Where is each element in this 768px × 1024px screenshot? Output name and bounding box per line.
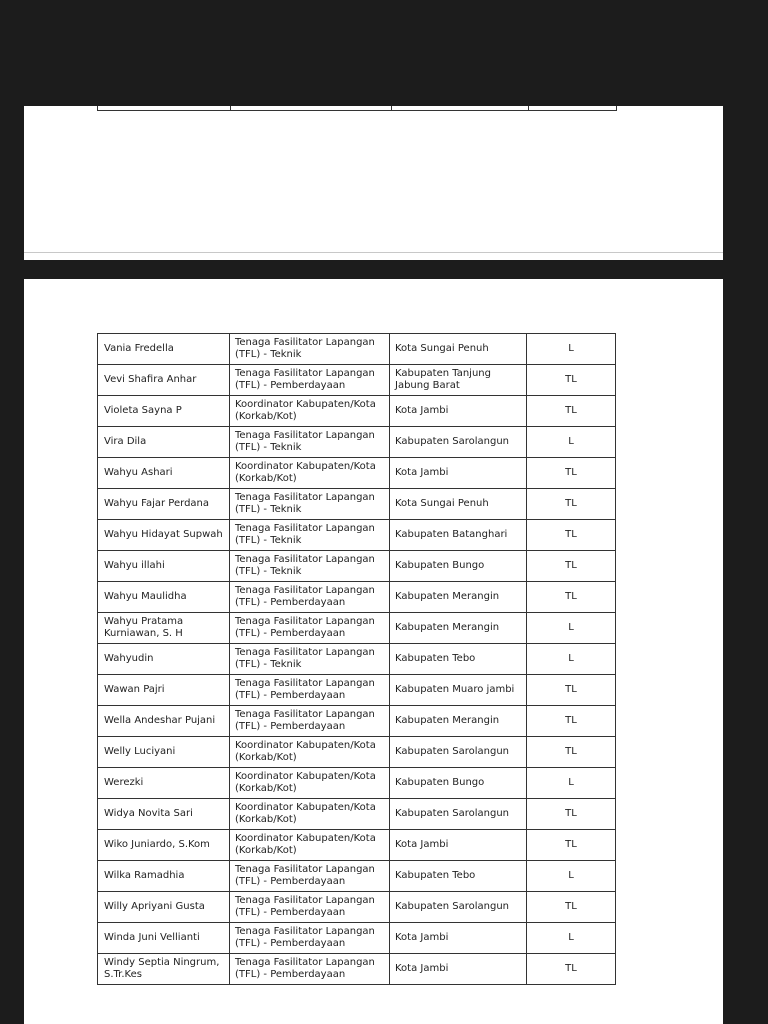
participant-name-cell: Wawan Pajri: [98, 675, 230, 706]
previous-page-fragment: [24, 106, 723, 260]
position-cell: Tenaga Fasilitator Lapangan (TFL) - Pemberdayaan: [230, 582, 390, 613]
status-cell: TL: [527, 892, 616, 923]
participant-name-cell: Widya Novita Sari: [98, 799, 230, 830]
location-cell: Kota Jambi: [390, 923, 527, 954]
position-cell: Tenaga Fasilitator Lapangan (TFL) - Pemberdayaan: [230, 675, 390, 706]
table-row: [98, 706, 616, 737]
position-cell: Koordinator Kabupaten/Kota (Korkab/Kot): [230, 458, 390, 489]
participant-name-cell: Wilka Ramadhia: [98, 861, 230, 892]
status-cell: L: [527, 334, 616, 365]
table-row: [98, 644, 616, 675]
location-cell: Kabupaten Sarolangun: [390, 737, 527, 768]
previous-table-edge: [97, 106, 617, 111]
location-cell: Kabupaten Sarolangun: [390, 892, 527, 923]
status-cell: TL: [527, 706, 616, 737]
location-cell: Kota Jambi: [390, 458, 527, 489]
location-cell: Kota Sungai Penuh: [390, 334, 527, 365]
status-cell: L: [527, 613, 616, 644]
status-cell: TL: [527, 520, 616, 551]
location-cell: Kabupaten Merangin: [390, 613, 527, 644]
location-cell: Kota Jambi: [390, 396, 527, 427]
status-cell: L: [527, 644, 616, 675]
participant-name-cell: Wella Andeshar Pujani: [98, 706, 230, 737]
participant-name-cell: Winda Juni Vellianti: [98, 923, 230, 954]
position-cell: Tenaga Fasilitator Lapangan (TFL) - Pemberdayaan: [230, 365, 390, 396]
status-cell: L: [527, 768, 616, 799]
position-cell: Tenaga Fasilitator Lapangan (TFL) - Pemberdayaan: [230, 954, 390, 985]
table-row: [98, 892, 616, 923]
location-cell: Kota Jambi: [390, 954, 527, 985]
status-cell: TL: [527, 551, 616, 582]
status-cell: L: [527, 427, 616, 458]
status-cell: L: [527, 861, 616, 892]
table-row: [98, 675, 616, 706]
location-cell: Kabupaten Batanghari: [390, 520, 527, 551]
table-row: [98, 737, 616, 768]
table-row: [98, 613, 616, 644]
position-cell: Koordinator Kabupaten/Kota (Korkab/Kot): [230, 737, 390, 768]
table-row: [98, 768, 616, 799]
participant-name-cell: Violeta Sayna P: [98, 396, 230, 427]
page-edge-line: [24, 252, 723, 253]
table-row: [98, 923, 616, 954]
participant-name-cell: Wiko Juniardo, S.Kom: [98, 830, 230, 861]
status-cell: TL: [527, 458, 616, 489]
table-row: [98, 427, 616, 458]
table-row: [98, 458, 616, 489]
position-cell: Tenaga Fasilitator Lapangan (TFL) - Teknik: [230, 334, 390, 365]
table-row: [98, 582, 616, 613]
status-cell: TL: [527, 954, 616, 985]
table-row: [98, 954, 616, 985]
location-cell: Kabupaten Sarolangun: [390, 799, 527, 830]
position-cell: Tenaga Fasilitator Lapangan (TFL) - Pemberdayaan: [230, 613, 390, 644]
position-cell: Tenaga Fasilitator Lapangan (TFL) - Pemberdayaan: [230, 706, 390, 737]
position-cell: Tenaga Fasilitator Lapangan (TFL) - Pemberdayaan: [230, 861, 390, 892]
participant-name-cell: Willy Apriyani Gusta: [98, 892, 230, 923]
position-cell: Tenaga Fasilitator Lapangan (TFL) - Teknik: [230, 644, 390, 675]
status-cell: TL: [527, 799, 616, 830]
status-cell: TL: [527, 365, 616, 396]
location-cell: Kabupaten Tebo: [390, 644, 527, 675]
table-row: [98, 830, 616, 861]
participant-name-cell: Welly Luciyani: [98, 737, 230, 768]
participant-name-cell: Wahyu illahi: [98, 551, 230, 582]
position-cell: Koordinator Kabupaten/Kota (Korkab/Kot): [230, 799, 390, 830]
status-cell: TL: [527, 675, 616, 706]
participant-name-cell: Vira Dila: [98, 427, 230, 458]
location-cell: Kabupaten Bungo: [390, 768, 527, 799]
table-row: [98, 799, 616, 830]
participant-name-cell: Vania Fredella: [98, 334, 230, 365]
participant-name-cell: Wahyu Maulidha: [98, 582, 230, 613]
location-cell: Kabupaten Bungo: [390, 551, 527, 582]
status-cell: TL: [527, 489, 616, 520]
table-row: [98, 365, 616, 396]
status-cell: TL: [527, 582, 616, 613]
participant-name-cell: Wahyu Hidayat Supwah: [98, 520, 230, 551]
participant-name-cell: Vevi Shafira Anhar: [98, 365, 230, 396]
location-cell: Kabupaten Tanjung Jabung Barat: [390, 365, 527, 396]
participant-name-cell: Wahyu Pratama Kurniawan, S. H: [98, 613, 230, 644]
position-cell: Tenaga Fasilitator Lapangan (TFL) - Teknik: [230, 551, 390, 582]
status-cell: TL: [527, 396, 616, 427]
location-cell: Kabupaten Muaro jambi: [390, 675, 527, 706]
location-cell: Kabupaten Merangin: [390, 582, 527, 613]
participant-name-cell: Wahyu Ashari: [98, 458, 230, 489]
position-cell: Tenaga Fasilitator Lapangan (TFL) - Teknik: [230, 427, 390, 458]
position-cell: Koordinator Kabupaten/Kota (Korkab/Kot): [230, 396, 390, 427]
position-cell: Tenaga Fasilitator Lapangan (TFL) - Teknik: [230, 489, 390, 520]
location-cell: Kabupaten Tebo: [390, 861, 527, 892]
position-cell: Tenaga Fasilitator Lapangan (TFL) - Pemberdayaan: [230, 892, 390, 923]
position-cell: Koordinator Kabupaten/Kota (Korkab/Kot): [230, 768, 390, 799]
table-row: [98, 551, 616, 582]
status-cell: TL: [527, 737, 616, 768]
table-row: [98, 861, 616, 892]
location-cell: Kota Sungai Penuh: [390, 489, 527, 520]
participant-name-cell: Wahyu Fajar Perdana: [98, 489, 230, 520]
location-cell: Kabupaten Merangin: [390, 706, 527, 737]
participant-table: [97, 333, 616, 985]
table-row: [98, 334, 616, 365]
participant-name-cell: Wahyudin: [98, 644, 230, 675]
location-cell: Kabupaten Sarolangun: [390, 427, 527, 458]
status-cell: L: [527, 923, 616, 954]
status-cell: TL: [527, 830, 616, 861]
location-cell: Kota Jambi: [390, 830, 527, 861]
document-page: [24, 279, 723, 1024]
table-row: [98, 489, 616, 520]
table-row: [98, 396, 616, 427]
participant-name-cell: Werezki: [98, 768, 230, 799]
table-row: [98, 520, 616, 551]
position-cell: Tenaga Fasilitator Lapangan (TFL) - Pemberdayaan: [230, 923, 390, 954]
position-cell: Tenaga Fasilitator Lapangan (TFL) - Teknik: [230, 520, 390, 551]
position-cell: Koordinator Kabupaten/Kota (Korkab/Kot): [230, 830, 390, 861]
participant-name-cell: Windy Septia Ningrum, S.Tr.Kes: [98, 954, 230, 985]
